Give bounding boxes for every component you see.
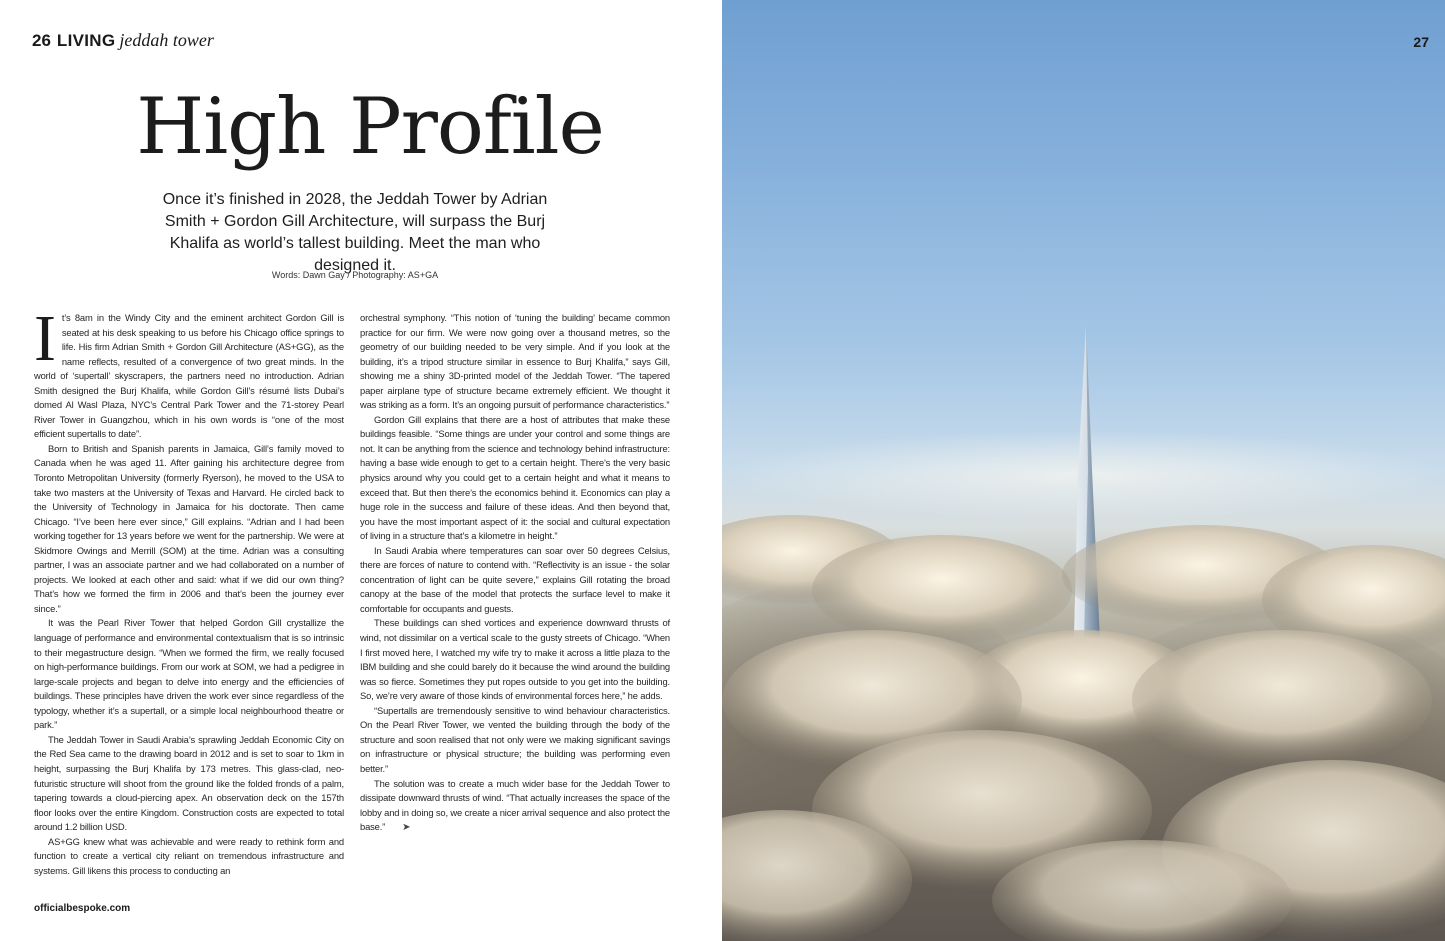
article-column-2 — [360, 311, 670, 836]
continue-arrow-icon: ➤ — [402, 822, 411, 834]
paragraph: In Saudi Arabia where temperatures can soar over 50 degrees Celsius, there are forces of nature to contend with. “Reflectivity is an issue - the solar concentration of light can be quite severe,” explains Gill rotating the broad canopy at the base of the model that protects the surface level to make it comfortable for occupants and guests. — [360, 544, 670, 614]
paragraph: These buildings can shed vortices and experience downward thrusts of wind, not dissimilar on a vertical scale to the gusty streets of Chicago. “When I first moved here, I watched my wife try to make it across a little plaza to the IBM building and she could barely do it because the wind around the building was so fierce. Sometimes they put ropes outside to you get into the building. So, we’re very aware of those kinds of environmental forces here,” he adds. — [360, 617, 670, 702]
section-label: LIVING — [56, 31, 116, 50]
footer-url: officialbespoke.com — [34, 903, 131, 914]
paragraph-text: The solution was to create a much wider base for the Jeddah Tower to dissipate downward thrusts of wind. “That actually increases the space of the lobby and in doing so, we create a nicer arrival sequence and also protect the base.” — [360, 777, 670, 833]
paragraph: AS+GG knew what was achievable and were ready to rethink form and function to create a vertical city reliant on tremendous infrastructure and systems. Gill likens this process to conducting an — [34, 835, 344, 876]
topic-label: jeddah tower — [119, 30, 214, 50]
paragraph-last — [360, 777, 670, 836]
left-page — [0, 0, 722, 941]
folio-header — [32, 30, 214, 51]
article-headline: High Profile — [136, 82, 604, 172]
paragraph-text: t’s 8am in the Windy City and the eminent architect Gordon Gill is seated at his desk speaking to us before his Chicago office springs to life. His firm Adrian Smith + Gordon Gill Architecture (AS+GG), as the name reflects, resulted of a convergence of two great minds. In the world of ‘supertall’ skyscrapers, the partners need no introduction. Adrian Smith designed the Burj Khalifa, while Gordon Gill’s résumé lists Dubai’s domed Al Wasl Plaza, NYC’s Central Park Tower and the 71-storey Pearl River Tower in Guangzhou, which in his own words is “one of the most efficient supertalls to date”. — [34, 312, 344, 440]
paragraph: It was the Pearl River Tower that helped Gordon Gill crystallize the language of performance and environmental contextualism that is so intrinsic to their megastructure design. “When we formed the firm, we really focused on high-performance buildings. From our work at SOM, we had a pedigree in large-scale projects and began to delve into energy and the efficiencies of buildings. These principles have driven the work ever since regardless of the typology, whether it’s a supertall, or a simple local neighbourhood theatre or park.” — [34, 617, 344, 731]
cloud — [812, 535, 1072, 645]
paragraph — [34, 302, 344, 442]
page-number-left: 26 — [32, 31, 51, 50]
cloud — [1132, 630, 1432, 770]
article-column-1 — [34, 302, 344, 878]
right-page-photo — [722, 0, 1445, 941]
paragraph: Gordon Gill explains that there are a host of attributes that make these buildings feasible. “Some things are under your control and some things are not. It can be anything from the science and technology behind infrastructure: having a base wide enough to get to a certain height. There’s the very basic physics around why you could get to a certain height and what it means to exceed that. But then there’s the economics behind it. Economics can play a huge role in the success and failure of these ideas. And then beyond that, you have the most important aspect of it: the social and cultural expectation of living in a structure that’s a kilometre in height.” — [360, 413, 670, 542]
standfirst: Once it’s finished in 2028, the Jeddah Tower by Adrian Smith + Gordon Gill Architecture, will surpass the Burj Khalifa as world’s tallest building. Meet the man who designed it. — [162, 191, 548, 274]
page-number-right: 27 — [1413, 34, 1429, 50]
byline: Words: Dawn Gay / Photography: AS+GA — [271, 270, 439, 280]
paragraph: The Jeddah Tower in Saudi Arabia’s sprawling Jeddah Economic City on the Red Sea came to the drawing board in 2012 and is set to soar to 1km in height, surpassing the Burj Khalifa by 173 metres. This glass-clad, neo- futuristic structure will shoot from the ground like the folded fronds of a palm, tapering towards a cloud-piercing apex. An observation deck on the 157th floor looks over the entire Kingdom. Construction costs are expected to total around 1.2 billion USD. — [34, 733, 344, 833]
paragraph: “Supertalls are tremendously sensitive to wind behaviour characteristics. On the Pearl River Tower, we vented the building through the body of the structure and soon realised that not only were we making significant savings on infrastructure or physical structure; the building was performing even better.” — [360, 704, 670, 774]
drop-cap: I — [34, 302, 56, 375]
paragraph: Born to British and Spanish parents in Jamaica, Gill’s family moved to Canada when he was aged 11. After gaining his architecture degree from Toronto Metropolitan University (formerly Ryerson), he moved to the USA to take two masters at the University of Texas and Harvard. He circled back to the University of Technology in Jamaica for his doctorate. Then came Chicago. “I’ve been here ever since,” Gill explains. “Adrian and I had been working together for 13 years before we went for the partnership. We were at Skidmore Owings and Merrill (SOM) at the time. Adrian was a consulting partner, I was an associate partner and we had collaborated on a number of projects. We looked at each other and said: what if we did our own thing? That’s how we formed the firm in 2006 and that’s been the journey ever since.” — [34, 442, 344, 614]
paragraph: orchestral symphony. “This notion of ‘tuning the building’ became common practice for our firm. We were now going over a thousand metres, so the geometry of our building needed to be very simple. And if you look at the building, it’s a tripod structure similar in essence to Burj Khalifa,” says Gill, showing me a shiny 3D-printed model of the Jeddah Tower. “The tapered paper airplane type of structure became extremely efficient. We thought it was striking as a form. It’s an ongoing pursuit of performance characteristics.” — [360, 312, 670, 411]
jeddah-tower-photo — [722, 0, 1445, 941]
